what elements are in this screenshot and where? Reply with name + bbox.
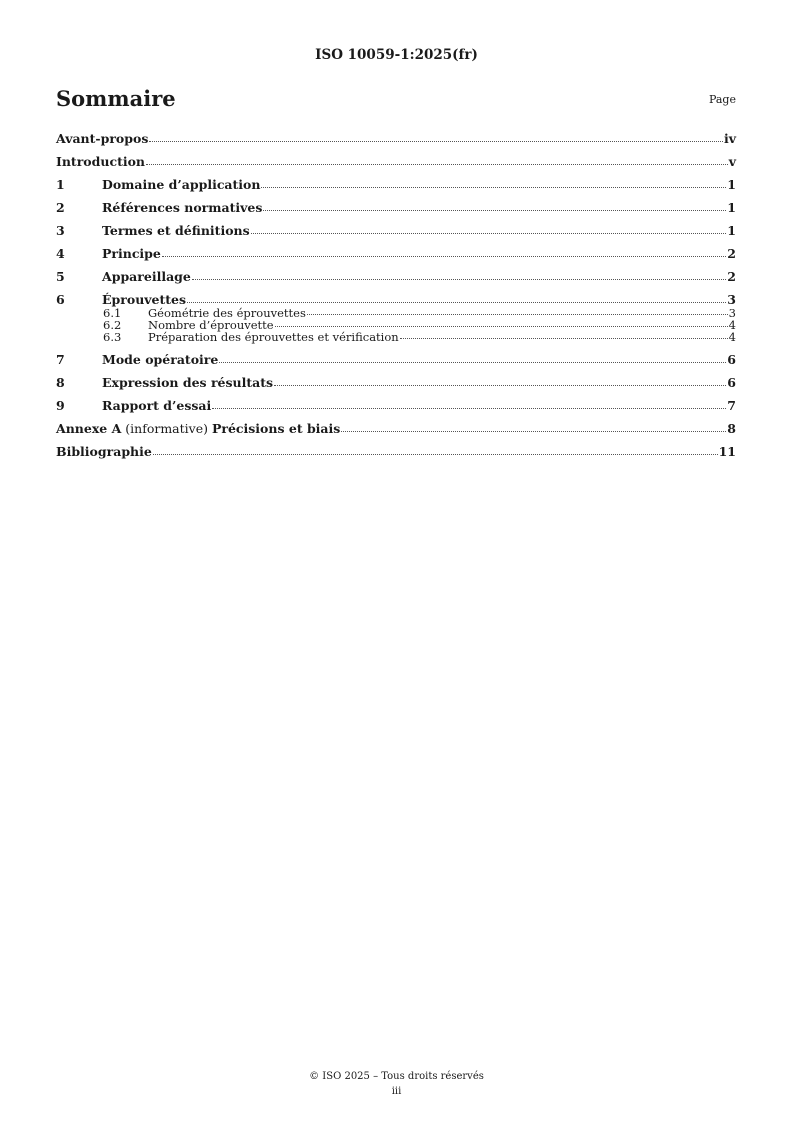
- toc-entry-annexe-a[interactable]: [56, 421, 736, 436]
- document-header: ISO 10059-1:2025(fr): [315, 47, 478, 63]
- toc-entry-page: 6: [727, 352, 736, 367]
- toc-entry-8[interactable]: [56, 375, 736, 390]
- toc-entry-number: 6.2: [103, 318, 122, 332]
- toc-entry-label: Éprouvettes: [102, 292, 187, 307]
- toc-entry-label: Appareillage: [102, 269, 191, 284]
- toc-entry-number: 7: [56, 352, 65, 367]
- toc-entry-page: 6: [727, 375, 736, 390]
- toc-entry-1[interactable]: [56, 177, 736, 192]
- dot-leader: [251, 233, 727, 234]
- toc-entry-2[interactable]: [56, 200, 736, 215]
- toc-entry-page: 2: [727, 246, 736, 261]
- table-of-contents: [56, 128, 736, 459]
- toc-entry-label: Rapport d’essai: [102, 398, 212, 413]
- toc-entry-page: 4: [728, 318, 736, 332]
- toc-entry-page: 3: [727, 292, 736, 307]
- annex-prefix: Annexe A: [56, 421, 122, 436]
- dot-leader: [219, 362, 726, 363]
- toc-entry-page: 7: [727, 398, 736, 413]
- toc-entry-number: 6.1: [103, 306, 122, 320]
- toc-entry-6[interactable]: [56, 292, 736, 307]
- toc-entry-label: Introduction: [56, 154, 146, 169]
- toc-entry-9[interactable]: [56, 398, 736, 413]
- toc-entry-page: iv: [723, 131, 736, 146]
- toc-entry-number: 4: [56, 246, 65, 261]
- toc-entry-number: 6: [56, 292, 65, 307]
- toc-entry-5[interactable]: [56, 269, 736, 284]
- toc-entry-number: 5: [56, 269, 65, 284]
- toc-entry-page: 1: [727, 177, 736, 192]
- toc-entry-introduction[interactable]: [56, 154, 736, 169]
- dot-leader: [263, 210, 726, 211]
- toc-entry-bibliographie[interactable]: [56, 444, 736, 459]
- page-footer: [0, 1069, 793, 1099]
- annex-title: Précisions et biais: [211, 421, 341, 436]
- dot-leader: [149, 141, 723, 142]
- dot-leader: [212, 408, 726, 409]
- toc-entry-page: 1: [727, 200, 736, 215]
- dot-leader: [153, 454, 718, 455]
- toc-entry-7[interactable]: [56, 352, 736, 367]
- dot-leader: [341, 431, 726, 432]
- toc-entry-number: 2: [56, 200, 65, 215]
- toc-title: Sommaire: [56, 86, 176, 111]
- toc-entry-page: 3: [728, 306, 736, 320]
- page-number: iii: [391, 1086, 402, 1097]
- toc-entry-number: 6.3: [103, 330, 122, 344]
- toc-entry-number: 8: [56, 375, 65, 390]
- toc-entry-label: Mode opératoire: [102, 352, 219, 367]
- toc-entry-label: Bibliographie: [56, 444, 152, 459]
- dot-leader: [187, 302, 726, 303]
- annex-type: (informative): [121, 421, 212, 436]
- toc-entry-page: v: [728, 154, 736, 169]
- toc-entry-6-3[interactable]: [56, 331, 736, 343]
- toc-entry-label: Préparation des éprouvettes et vérification: [148, 330, 399, 344]
- toc-entry-label: Domaine d’application: [102, 177, 261, 192]
- dot-leader: [192, 279, 726, 280]
- toc-entry-label: Termes et définitions: [102, 223, 250, 238]
- dot-leader: [400, 338, 728, 339]
- toc-entry-label: Références normatives: [102, 200, 263, 215]
- copyright-notice: © ISO 2025 – Tous droits réservés: [309, 1071, 484, 1082]
- toc-entry-label: Expression des résultats: [102, 375, 274, 390]
- dot-leader: [162, 256, 726, 257]
- toc-entry-page: 8: [727, 421, 736, 436]
- toc-entry-label: Principe: [102, 246, 161, 261]
- toc-entry-label: Géométrie des éprouvettes: [148, 306, 306, 320]
- dot-leader: [146, 164, 728, 165]
- toc-entry-4[interactable]: [56, 246, 736, 261]
- toc-entry-label: Avant-propos: [56, 131, 149, 146]
- toc-entry-number: 1: [56, 177, 65, 192]
- toc-entry-page: 1: [727, 223, 736, 238]
- toc-entry-page: 2: [727, 269, 736, 284]
- toc-entry-label: Nombre d’éprouvette: [148, 318, 274, 332]
- page-column-label: Page: [708, 93, 736, 106]
- toc-entry-number: 9: [56, 398, 65, 413]
- dot-leader: [261, 187, 726, 188]
- toc-entry-label: [56, 421, 340, 436]
- toc-entry-number: 3: [56, 223, 65, 238]
- dot-leader: [275, 326, 728, 327]
- toc-entry-avant-propos[interactable]: [56, 131, 736, 146]
- toc-entry-page: 11: [718, 444, 736, 459]
- toc-entry-3[interactable]: [56, 223, 736, 238]
- toc-entry-page: 4: [728, 330, 736, 344]
- dot-leader: [307, 314, 728, 315]
- dot-leader: [274, 385, 726, 386]
